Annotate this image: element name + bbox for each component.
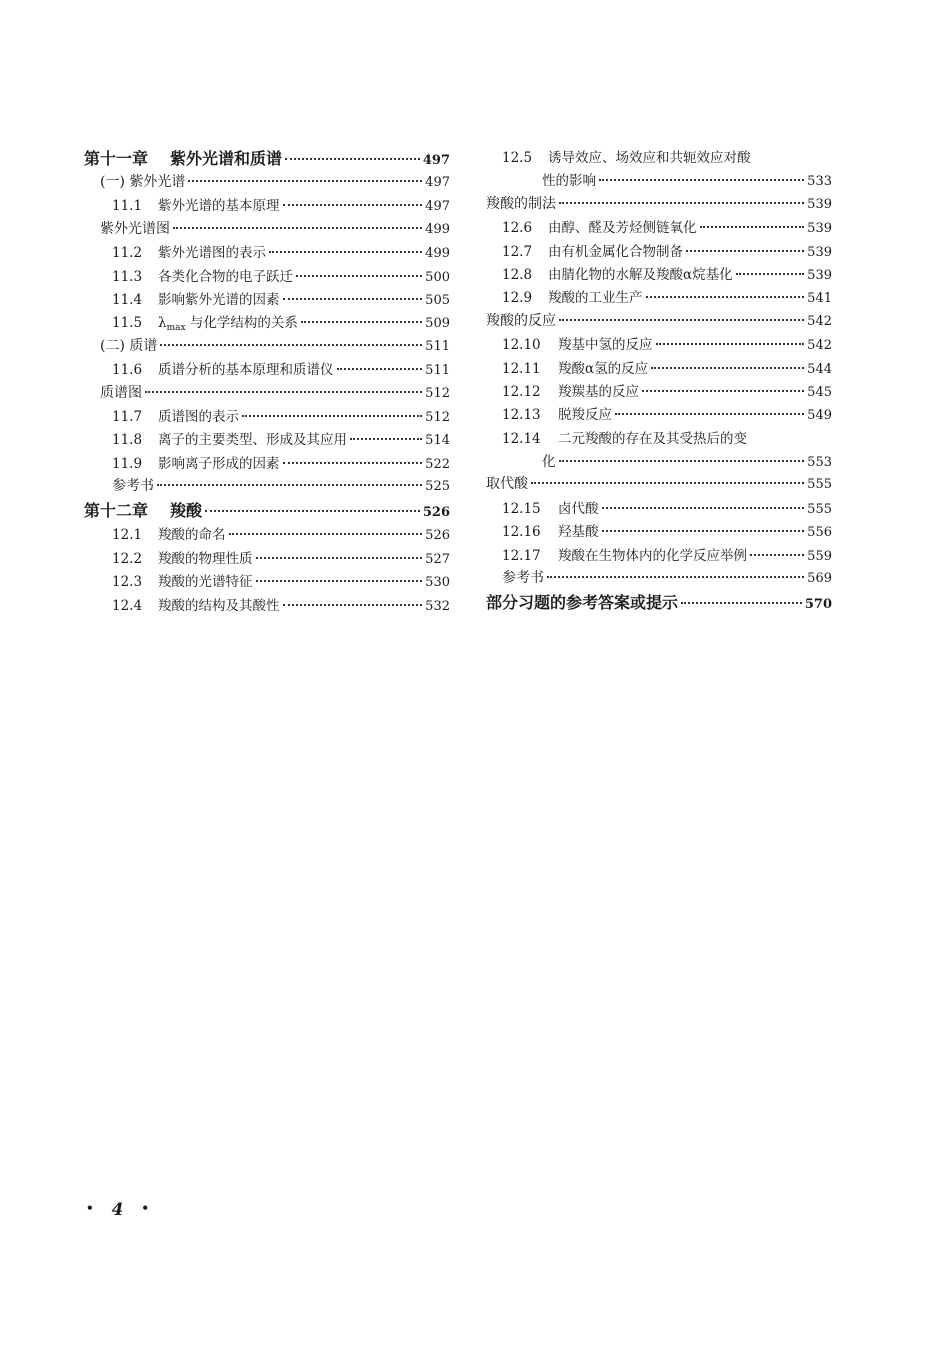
- toc-entry-title: 羧酸的结构及其酸性: [158, 597, 280, 614]
- toc-entry-number: 11.5: [112, 315, 143, 332]
- toc-entry-title: 卤代酸: [558, 500, 599, 517]
- toc-entry-number: 12.17: [502, 547, 541, 564]
- toc-item[interactable]: [486, 497, 832, 520]
- dot-leader: [256, 579, 423, 582]
- toc-item[interactable]: [84, 311, 450, 334]
- toc-item[interactable]: [84, 428, 450, 451]
- toc-page-number: 542: [807, 338, 832, 354]
- toc-section-heading[interactable]: [84, 335, 450, 358]
- toc-entry-title: 影响离子形成的因素: [158, 455, 280, 472]
- dot-leader: [559, 459, 805, 462]
- toc-entry-number: 12.11: [502, 360, 541, 377]
- toc-page-number: 541: [807, 291, 832, 307]
- dot-leader: [700, 225, 805, 228]
- toc-right-column: [486, 146, 832, 614]
- toc-entry-number: 11.8: [112, 432, 143, 449]
- toc-chapter-entry[interactable]: [84, 146, 450, 171]
- toc-page-number: 545: [807, 384, 832, 400]
- dot-leader: [283, 603, 423, 606]
- toc-page-number: 527: [425, 551, 450, 567]
- toc-page-number: 539: [807, 221, 832, 237]
- toc-entry-title: 羟基酸: [558, 524, 599, 541]
- toc-item[interactable]: [84, 288, 450, 311]
- toc-section-heading[interactable]: [84, 382, 450, 405]
- toc-left-column: [84, 146, 450, 617]
- toc-entry-title: 质谱分析的基本原理和质谱仪: [158, 362, 334, 379]
- dot-leader: [160, 343, 422, 346]
- toc-page-number: 499: [425, 246, 450, 262]
- toc-entry-title: 羧酸在生物体内的化学反应举例: [558, 547, 747, 564]
- toc-section-heading[interactable]: [486, 567, 832, 590]
- dot-leader: [296, 274, 422, 277]
- toc-entry-number: 12.15: [502, 500, 541, 517]
- dot-leader: [301, 320, 422, 323]
- dot-leader: [283, 203, 423, 206]
- toc-entry-title: 羧酸的光谱特征: [158, 574, 253, 591]
- dot-leader: [602, 529, 805, 532]
- toc-entry-title: 部分习题的参考答案或提示: [486, 593, 679, 613]
- toc-page-number: 500: [425, 269, 450, 285]
- dot-leader: [337, 367, 423, 370]
- toc-item[interactable]: [84, 547, 450, 570]
- toc-entry-number: 12.14: [502, 430, 541, 447]
- dot-leader: [145, 390, 422, 393]
- toc-entry-number: 12.4: [112, 597, 143, 614]
- toc-page-number: 526: [425, 528, 450, 544]
- dot-leader: [615, 412, 804, 415]
- toc-page-number: 509: [425, 316, 450, 332]
- dot-leader: [173, 226, 422, 229]
- toc-entry-number: 12.9: [502, 290, 533, 307]
- toc-page-number: 542: [807, 313, 832, 329]
- toc-page-number: 570: [804, 597, 832, 613]
- toc-entry-number: 12.10: [502, 337, 541, 354]
- toc-entry-number: 12.8: [502, 266, 533, 283]
- toc-item[interactable]: [84, 452, 450, 475]
- dot-leader: [559, 201, 804, 204]
- toc-page-number: 532: [425, 598, 450, 614]
- toc-entry-title: 离子的主要类型、形成及其应用: [158, 432, 347, 449]
- toc-entry-title: 羧酸的制法: [486, 195, 556, 212]
- toc-entry-title: 参考书: [112, 478, 154, 495]
- toc-entry-number: 12.1: [112, 527, 143, 544]
- lambda-subscript: max: [166, 323, 186, 334]
- toc-entry-number: 12.2: [112, 550, 143, 567]
- toc-section-heading[interactable]: [486, 193, 832, 216]
- dot-leader: [157, 483, 422, 486]
- dot-leader: [686, 249, 804, 252]
- toc-entry-title: 参考书: [502, 570, 544, 587]
- toc-section-heading[interactable]: [486, 310, 832, 333]
- toc-entry-title: 羧酸的反应: [486, 312, 556, 329]
- toc-entry-title: 由有机金属化合物制备: [548, 243, 683, 260]
- toc-entry-title: 质谱图的表示: [158, 408, 239, 425]
- toc-page-number: 505: [425, 292, 450, 308]
- toc-entry-title: 紫外光谱和质谱: [170, 149, 283, 168]
- toc-entry-number: 第十一章: [84, 149, 149, 168]
- dot-leader: [646, 295, 805, 298]
- toc-page-number: 512: [425, 385, 450, 401]
- toc-page-number: 544: [807, 361, 832, 377]
- toc-entry-number: 12.16: [502, 524, 541, 541]
- toc-item-continuation[interactable]: [486, 450, 832, 473]
- toc-entry-title: 羧酸的工业生产: [548, 290, 643, 307]
- toc-item[interactable]: [486, 286, 832, 309]
- toc-entry-number: 12.3: [112, 574, 143, 591]
- toc-page-number: 539: [807, 244, 832, 260]
- toc-page-number: 556: [807, 525, 832, 541]
- toc-entry-number: 第十二章: [84, 501, 149, 521]
- dot-leader: [681, 601, 802, 604]
- toc-entry-title: 二元羧酸的存在及其受热后的变: [558, 430, 747, 447]
- dot-leader: [242, 414, 422, 417]
- page-footer: [86, 1200, 155, 1220]
- dot-leader: [205, 509, 420, 512]
- lambda-symbol: λ: [158, 315, 167, 332]
- toc-item[interactable]: [84, 594, 450, 617]
- toc-entry-number: 11.2: [112, 245, 143, 262]
- toc-item[interactable]: [84, 405, 450, 428]
- toc-item[interactable]: [486, 216, 832, 239]
- toc-entry-number: 12.7: [502, 243, 533, 260]
- toc-page-number: 539: [807, 267, 832, 283]
- toc-page-number: 533: [807, 174, 832, 190]
- dot-leader: [269, 250, 422, 253]
- toc-section-heading[interactable]: [84, 171, 450, 194]
- toc-entry-number: 11.4: [112, 291, 143, 308]
- dot-leader: [559, 318, 804, 321]
- toc-entry-title: 羧酸的命名: [158, 527, 226, 544]
- toc-entry-title: 脱羧反应: [558, 407, 612, 424]
- toc-item[interactable]: [84, 570, 450, 593]
- toc-entry-title: 由腈化物的水解及羧酸α烷基化: [548, 266, 733, 283]
- toc-entry-number: 11.1: [112, 198, 143, 215]
- toc-entry-title: [158, 311, 298, 333]
- toc-entry-title: 紫外光谱图的表示: [158, 245, 266, 262]
- toc-entry-number: 12.5: [502, 150, 533, 166]
- toc-entry-number: 11.3: [112, 268, 143, 285]
- dot-leader: [285, 157, 420, 160]
- toc-item[interactable]: [486, 544, 832, 567]
- footer-bullet-left: •: [86, 1201, 100, 1215]
- toc-item[interactable]: [84, 241, 450, 264]
- dot-leader: [602, 506, 805, 509]
- toc-item[interactable]: [486, 240, 832, 263]
- toc-item[interactable]: [486, 263, 832, 286]
- toc-entry-title: 羧酸: [170, 501, 203, 521]
- dot-leader: [229, 532, 423, 535]
- dot-leader: [283, 297, 423, 300]
- page-number: 4: [111, 1200, 130, 1220]
- toc-page-number: 511: [425, 338, 450, 354]
- toc-item[interactable]: [486, 427, 832, 450]
- toc-entry-title: 质谱图: [100, 384, 142, 401]
- toc-page-number: 499: [425, 221, 450, 237]
- toc-entry-title: 化: [542, 454, 556, 471]
- dot-leader: [736, 272, 805, 275]
- toc-entry-title: 诱导效应、场效应和共轭效应对酸: [548, 150, 751, 166]
- toc-entry-title: 各类化合物的电子跃迁: [158, 268, 293, 285]
- toc-section-heading[interactable]: [486, 473, 832, 496]
- toc-entry-title: 取代酸: [486, 476, 528, 493]
- toc-page-number: 512: [425, 409, 450, 425]
- toc-page-number: 539: [807, 196, 832, 212]
- dot-leader: [599, 178, 804, 181]
- toc-item-continuation[interactable]: [486, 169, 832, 192]
- toc-entry-title: 羧基中氢的反应: [558, 337, 653, 354]
- toc-page-number: 525: [425, 479, 450, 495]
- toc-entry-number: 11.9: [112, 455, 143, 472]
- toc-appendix-entry[interactable]: [486, 590, 832, 613]
- toc-page-number: 514: [425, 433, 450, 449]
- toc-page-number: 497: [425, 175, 450, 190]
- toc-page-number: 555: [807, 477, 832, 493]
- toc-item[interactable]: [84, 523, 450, 546]
- toc-item[interactable]: [486, 403, 832, 426]
- footer-bullet-right: •: [141, 1201, 156, 1215]
- toc-page-number: 522: [425, 456, 450, 472]
- toc-entry-number: 12.13: [502, 407, 541, 424]
- toc-entry-number: 11.7: [112, 408, 143, 425]
- dot-leader: [256, 556, 423, 559]
- toc-chapter-entry[interactable]: [84, 498, 450, 523]
- toc-entry-title: 羧羰基的反应: [558, 383, 639, 400]
- toc-entry-title: 羧酸α氢的反应: [558, 360, 649, 377]
- toc-page-number: 530: [425, 575, 450, 591]
- toc-item[interactable]: [84, 358, 450, 381]
- toc-page-number: 511: [425, 363, 450, 379]
- dot-leader: [547, 575, 804, 578]
- dot-leader: [651, 366, 804, 369]
- toc-entry-title: 紫外光谱图: [100, 220, 170, 237]
- toc-section-heading[interactable]: [84, 218, 450, 241]
- dot-leader: [350, 437, 422, 440]
- toc-page-number: 559: [807, 548, 832, 564]
- toc-page-number: 497: [422, 153, 450, 168]
- toc-entry-title: (一) 紫外光谱: [100, 174, 186, 190]
- toc-entry-number: 12.12: [502, 383, 541, 400]
- toc-item[interactable]: [486, 357, 832, 380]
- toc-section-heading[interactable]: [84, 475, 450, 498]
- toc-item[interactable]: [486, 380, 832, 403]
- toc-entry-title: 性的影响: [542, 173, 596, 190]
- toc-entry-number: 12.6: [502, 220, 533, 237]
- dot-leader: [656, 342, 805, 345]
- toc-page-number: 553: [807, 455, 832, 471]
- toc-page-number: 549: [807, 408, 832, 424]
- toc-item[interactable]: [84, 194, 450, 217]
- toc-entry-title: 紫外光谱的基本原理: [158, 198, 280, 215]
- toc-entry-number: 11.6: [112, 362, 143, 379]
- dot-leader: [283, 461, 423, 464]
- toc-page-number: 555: [807, 501, 832, 517]
- toc-page-number: 497: [425, 199, 450, 215]
- toc-entry-title-text: 与化学结构的关系: [189, 315, 298, 332]
- dot-leader: [531, 481, 804, 484]
- toc-item[interactable]: [486, 520, 832, 543]
- toc-entry-title: 影响紫外光谱的因素: [158, 291, 280, 308]
- toc-item[interactable]: [486, 146, 832, 169]
- dot-leader: [750, 553, 804, 556]
- toc-entry-title: (二) 质谱: [100, 337, 158, 354]
- toc-page-number: 526: [422, 505, 450, 521]
- dot-leader: [188, 179, 422, 182]
- toc-entry-title: 由醇、醛及芳烃侧链氧化: [548, 220, 697, 237]
- dot-leader: [642, 389, 804, 392]
- toc-page-number: 569: [807, 571, 832, 587]
- toc-item[interactable]: [84, 265, 450, 288]
- toc-item[interactable]: [486, 333, 832, 356]
- toc-entry-title: 羧酸的物理性质: [158, 550, 253, 567]
